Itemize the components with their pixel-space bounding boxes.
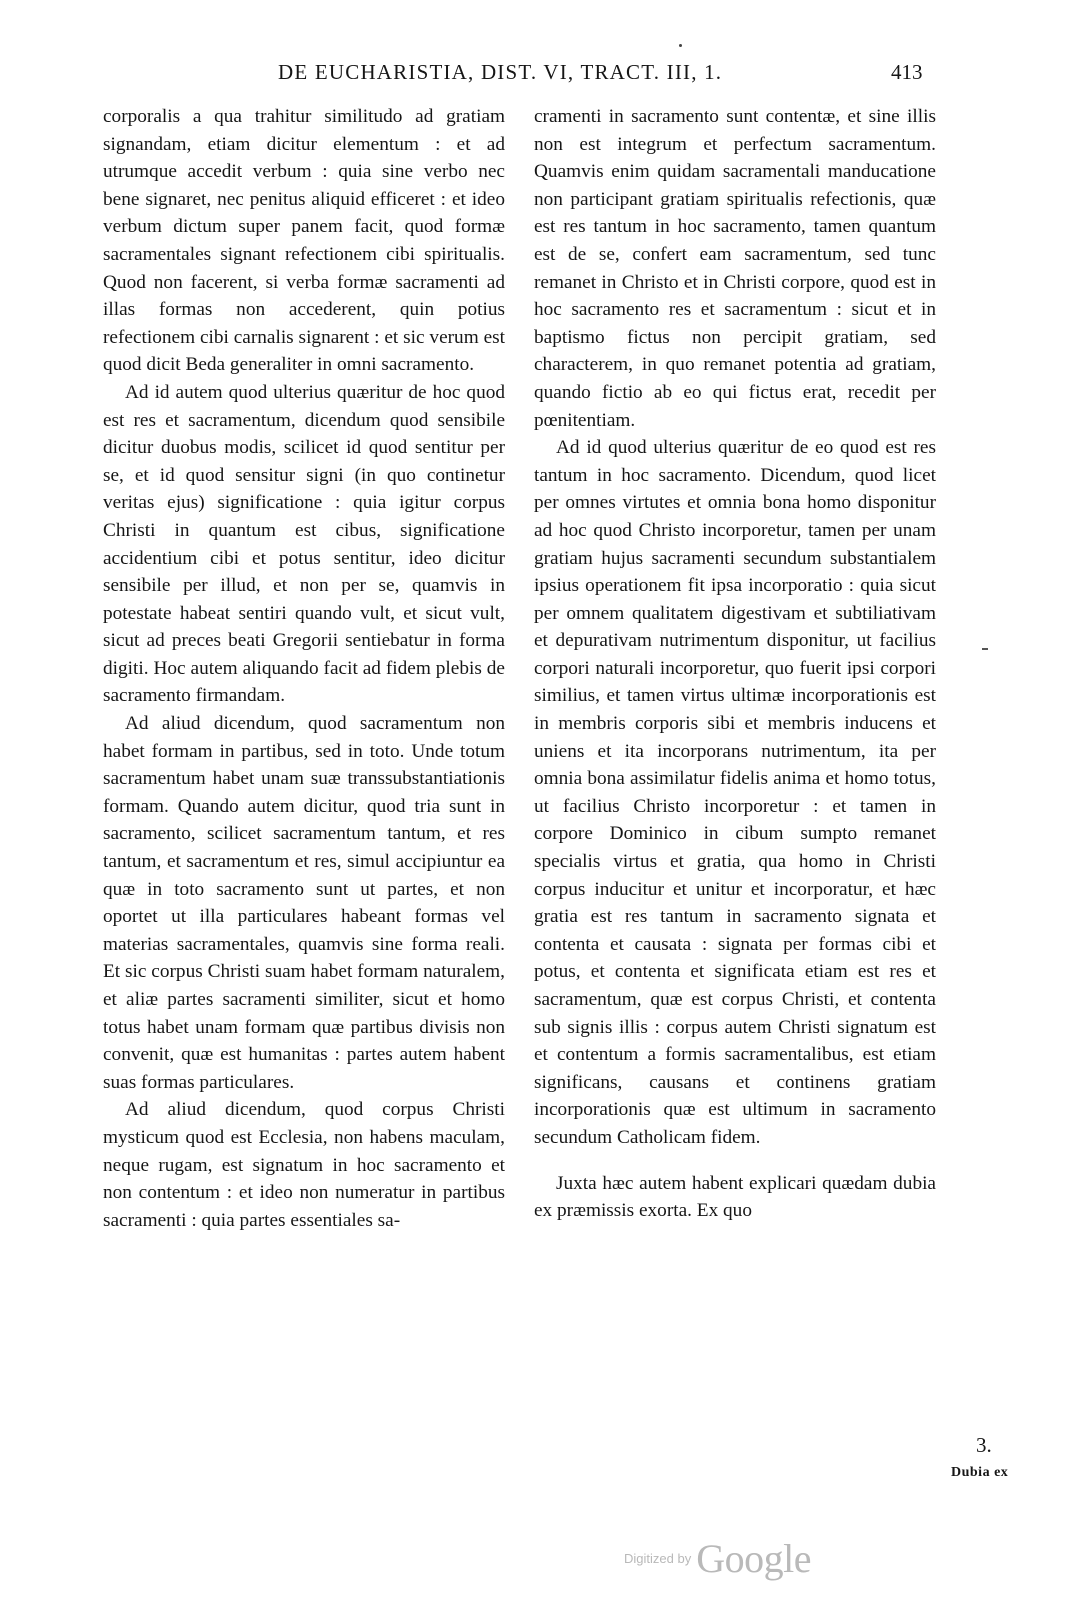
print-speck (679, 44, 682, 47)
paragraph: Juxta hæc autem habent explicari quædam dubia ex præmissis exorta. Ex quo (534, 1172, 936, 1222)
paragraph: Ad id autem quod ulterius quæritur de hoc quod est res et sacramentum, dicendum quod sensibile dicitur duobus modis, scilicet id quod sentitur per se, et id quod sensitur signi (in quo continetur veritas ejus) significatione : quia igitur corpus Christi in quantum est cibus, significatione accidentium cibi et potus sentitur, ideo dicitur sensibile per illud, et non per se, quamvis in potestate habeat sentiri quando vult, et sicut vult, sicut ad preces beati Gregorii sentiebatur in forma digiti. Hoc autem aliquando facit ad fidem plebis de sacramento firmandam. (103, 381, 505, 707)
running-header (0, 60, 1072, 92)
paragraph: corporalis a qua trahitur similitudo ad gratiam signandam, etiam dicitur elementum : et ad utrumque accedit verbum : quia sine verbo nec bene signaret, nec penitus aliquid efficeret : et ideo verbum dictum super panem facit, quod formæ sacramentales signant refectionem cibi spiritualis. Quod non facerent, si verba formæ sacramenti ad illas formas non accederent, quin potius refectionem cibi carnalis signarent : et sic verum est quod dicit Beda generaliter in omni sacramento. (103, 106, 505, 376)
digitized-watermark (624, 1535, 811, 1582)
paragraph: Ad aliud dicendum, quod corpus Christi mysticum quod est Ecclesia, non habens maculam, neque rugam, est signatum in hoc sacramento et non contentum : et ideo non numeratur in partibus sacramenti : quia partes essentiales sa- (103, 1099, 505, 1231)
paragraph: cramenti in sacramento sunt contentæ, et sine illis non est integrum et perfectum sacramentum. Quamvis enim quidam sacramentali manducatione non participant gratiam spiritualis refectionis, quæ est res tantum in hoc sacramento, tamen quantum est de se, confert eam sacramentum, sed tunc remanet in Christo et in Christi corpore, quod est in hoc sacramento res et sacramentum : sicut et in baptismo fictus non percipit gratiam, sed characterem, in quo remanet potentia ad gratiam, quando fictio ab eo qui fictus erat, recedit per pœnitentiam. (534, 106, 936, 431)
watermark-prefix: Digitized by (624, 1551, 692, 1566)
running-title: DE EUCHARISTIA, DIST. VI, TRACT. III, 1. (278, 60, 723, 84)
paragraph: Ad id quod ulterius quæritur de eo quod est res tantum in hoc sacramento. Dicendum, quod licet per omnes virtutes et omnia bona homo disponitur ad hoc quod Christo incorporetur, tamen per unam gratiam hujus sacramenti secundum substantialem ipsius operationem fit ipsa incorporatio : quia sicut per omnem qualitatem digestivam et subtiliativam et depurativam nutrimentum disponitur, ut facilius corpori naturali incorporetur, quo fuerit ipsi corpori similius, et tamen virtus ultimæ incorporationis est in membris corporis sibi et membris inducens et uniens et ita incorporans nutrimentum, ita per omnia bona assimilatur fidelis anima et homo totus, ut facilius Christo incorporetur : et tamen in corpore Dominico in cibum sumpto remanet specialis virtus et gratia, qua homo in Christi corpus inducitur et unitur et incorporatur, et hæc gratia est res tantum in sacramento signata et contenta et causata : signata per formas cibi et potus, et contenta et significata etiam est res et sacramentum, quæ est corpus Christi, et contenta sub signis illis : corpus autem Christi signatum est et contentum a formis sacramentalibus, est etiam significans, causans et continens gratiam incorporationis quæ est ultimum in sacramento secundum Catholicam fidem. (534, 437, 936, 1148)
margin-dash (982, 648, 988, 650)
margin-note: Dubia ex (951, 1465, 1009, 1480)
google-logo: Google (696, 1536, 812, 1581)
left-column (103, 103, 505, 1234)
paragraph: Ad aliud dicendum, quod sacramentum non habet formam in partibus, sed in toto. Unde totum sacramentum habet unam suæ transsubstantiationis formam. Quando autem dicitur, quod tria sunt in sacramento, scilicet sacramentum tantum, et res tantum, et sacramentum et res, simul accipiuntur ea quæ in toto sacramento sunt ut partes, et non oportet ut illa particulares habeant formas vel materias sacramentales, quamvis sine forma reali. Et sic corpus Christi suam habet formam naturalem, et aliæ partes sacramenti similiter, sicut et homo totus habet unam formam quæ partibus divisis non convenit, quæ est humanitas : partes autem habent suas formas particulares. (103, 713, 505, 1093)
margin-section-number: 3. (976, 1433, 992, 1457)
page-number: 413 (891, 60, 923, 84)
right-column (534, 103, 936, 1225)
